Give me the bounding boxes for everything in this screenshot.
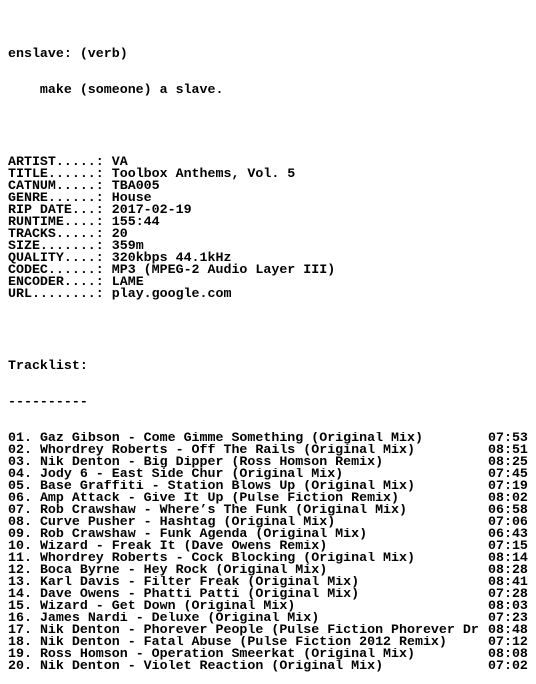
track-title: Nik Denton - Violet Reaction (Original Mix) — [39, 660, 384, 672]
track-entry — [8, 612, 488, 624]
info-row — [8, 288, 488, 300]
track-entry — [8, 540, 488, 552]
track-entry — [8, 564, 488, 576]
track-row — [8, 514, 528, 529]
track-entry — [8, 528, 488, 540]
track-row — [8, 598, 528, 613]
track-entry — [8, 516, 488, 528]
track-title: Ross Homson - Operation Smeerkat (Original Mix) — [39, 648, 415, 660]
track-number: 11. — [8, 552, 32, 564]
track-title: Curve Pusher - Hashtag (Original Mix) — [39, 516, 336, 528]
track-title: Dave Owens - Phatti Patti (Original Mix) — [39, 588, 360, 600]
track-duration: 06:58 — [488, 502, 528, 517]
track-row — [8, 562, 528, 577]
track-row — [8, 550, 528, 565]
info-value: 155:44 — [111, 214, 160, 229]
track-entry — [8, 456, 488, 468]
info-value: MP3 (MPEG-2 Audio Layer III) — [111, 262, 336, 277]
track-row — [8, 490, 528, 505]
track-duration: 08:41 — [488, 574, 528, 589]
track-entry — [8, 660, 488, 672]
track-entry — [8, 552, 488, 564]
track-number: 08. — [8, 516, 32, 528]
track-entry — [8, 432, 488, 444]
info-label: TITLE......: — [8, 166, 104, 181]
track-number: 07. — [8, 504, 32, 516]
nfo-document — [8, 24, 528, 684]
track-entry — [8, 492, 488, 504]
track-duration: 07:28 — [488, 586, 528, 601]
info-value: VA — [111, 154, 128, 169]
info-value: 359m — [111, 238, 144, 253]
track-number: 12. — [8, 564, 32, 576]
info-value: 20 — [111, 226, 128, 241]
info-label: RIP DATE...: — [8, 202, 104, 217]
info-value: 320kbps 44.1kHz — [111, 250, 232, 265]
info-value: House — [111, 190, 152, 205]
track-row — [8, 574, 528, 589]
track-title: Karl Davis - Filter Freak (Original Mix) — [39, 576, 360, 588]
track-title: Boca Byrne - Hey Rock (Original Mix) — [39, 564, 328, 576]
track-row — [8, 442, 528, 457]
info-value: LAME — [111, 274, 144, 289]
track-duration: 08:08 — [488, 646, 528, 661]
track-title: Amp Attack - Give It Up (Pulse Fiction Remix) — [39, 492, 400, 504]
track-number: 01. — [8, 432, 32, 444]
tracklist — [8, 430, 528, 673]
track-title: Whordrey Roberts - Off The Rails (Original Mix) — [39, 444, 415, 456]
track-row — [8, 526, 528, 541]
track-title: Nik Denton - Phorever People (Pulse Fiction Phorever Dr — [39, 624, 479, 636]
track-title: Rob Crawshaw - Where’s The Funk (Original Mix) — [39, 504, 407, 516]
track-duration: 07:19 — [488, 478, 528, 493]
track-row — [8, 646, 528, 661]
track-title: Gaz Gibson - Come Gimme Something (Original Mix) — [39, 432, 423, 444]
track-title: James Nardi - Deluxe (Original Mix) — [39, 612, 320, 624]
track-row — [8, 478, 528, 493]
info-label: ARTIST.....: — [8, 154, 104, 169]
info-label: GENRE......: — [8, 190, 104, 205]
info-label: ENCODER....: — [8, 274, 104, 289]
track-entry — [8, 468, 488, 480]
track-number: 04. — [8, 468, 32, 480]
definition-meaning: make (someone) a slave. — [8, 82, 224, 97]
info-value: 2017-02-19 — [111, 202, 192, 217]
track-entry — [8, 444, 488, 456]
track-number: 13. — [8, 576, 32, 588]
track-number: 16. — [8, 612, 32, 624]
track-row — [8, 502, 528, 517]
track-entry — [8, 504, 488, 516]
tracklist-heading: Tracklist: — [8, 358, 88, 373]
track-row — [8, 454, 528, 469]
track-number: 15. — [8, 600, 32, 612]
release-info — [8, 156, 488, 300]
track-entry — [8, 624, 488, 636]
track-number: 19. — [8, 648, 32, 660]
info-value: play.google.com — [111, 286, 232, 301]
info-label: CATNUM.....: — [8, 178, 104, 193]
track-duration: 07:12 — [488, 634, 528, 649]
track-row — [8, 430, 528, 445]
blank-line — [8, 120, 488, 132]
track-duration: 08:48 — [488, 622, 528, 637]
track-number: 18. — [8, 636, 32, 648]
track-entry — [8, 588, 488, 600]
info-label: QUALITY....: — [8, 250, 104, 265]
track-duration: 08:25 — [488, 454, 528, 469]
track-number: 20. — [8, 660, 32, 672]
track-number: 09. — [8, 528, 32, 540]
track-row — [8, 538, 528, 553]
track-duration: 07:06 — [488, 514, 528, 529]
track-row — [8, 634, 528, 649]
tracklist-underline: ---------- — [8, 394, 88, 409]
info-label: CODEC......: — [8, 262, 104, 277]
track-row — [8, 466, 528, 481]
track-title: Wizard - Freak It (Dave Owens Remix) — [39, 540, 328, 552]
track-title: Rob Crawshaw - Funk Agenda (Original Mix) — [39, 528, 368, 540]
track-title: Wizard - Get Down (Original Mix) — [39, 600, 296, 612]
track-row — [8, 658, 528, 673]
track-duration: 08:03 — [488, 598, 528, 613]
track-duration: 07:45 — [488, 466, 528, 481]
track-duration: 07:53 — [488, 430, 528, 445]
info-label: RUNTIME....: — [8, 214, 104, 229]
track-number: 03. — [8, 456, 32, 468]
track-row — [8, 610, 528, 625]
info-label: SIZE.......: — [8, 238, 104, 253]
track-entry — [8, 636, 488, 648]
track-duration: 08:02 — [488, 490, 528, 505]
blank-line — [8, 324, 488, 336]
track-duration: 06:43 — [488, 526, 528, 541]
track-title: Jody 6 - East Side Chur (Original Mix) — [39, 468, 344, 480]
info-label: TRACKS.....: — [8, 226, 104, 241]
track-number: 10. — [8, 540, 32, 552]
track-entry — [8, 576, 488, 588]
track-duration: 07:02 — [488, 658, 528, 673]
track-number: 14. — [8, 588, 32, 600]
track-duration: 08:14 — [488, 550, 528, 565]
info-value: TBA005 — [111, 178, 160, 193]
track-entry — [8, 480, 488, 492]
definition-term: enslave: (verb) — [8, 46, 128, 61]
track-number: 02. — [8, 444, 32, 456]
track-title: Whordrey Roberts - Cock Blocking (Original Mix) — [39, 552, 415, 564]
track-title: Nik Denton - Big Dipper (Ross Homson Remix) — [39, 456, 384, 468]
track-duration: 07:15 — [488, 538, 528, 553]
track-duration: 08:51 — [488, 442, 528, 457]
track-duration: 08:28 — [488, 562, 528, 577]
track-number: 17. — [8, 624, 32, 636]
track-entry — [8, 648, 488, 660]
track-number: 06. — [8, 492, 32, 504]
track-row — [8, 586, 528, 601]
track-number: 05. — [8, 480, 32, 492]
track-title: Nik Denton - Fatal Abuse (Pulse Fiction 2012 Remix) — [39, 636, 447, 648]
track-duration: 07:23 — [488, 610, 528, 625]
track-row — [8, 622, 528, 637]
track-entry — [8, 600, 488, 612]
info-label: URL........: — [8, 286, 104, 301]
track-title: Base Graffiti - Station Blows Up (Original Mix) — [39, 480, 415, 492]
info-value: Toolbox Anthems, Vol. 5 — [111, 166, 296, 181]
